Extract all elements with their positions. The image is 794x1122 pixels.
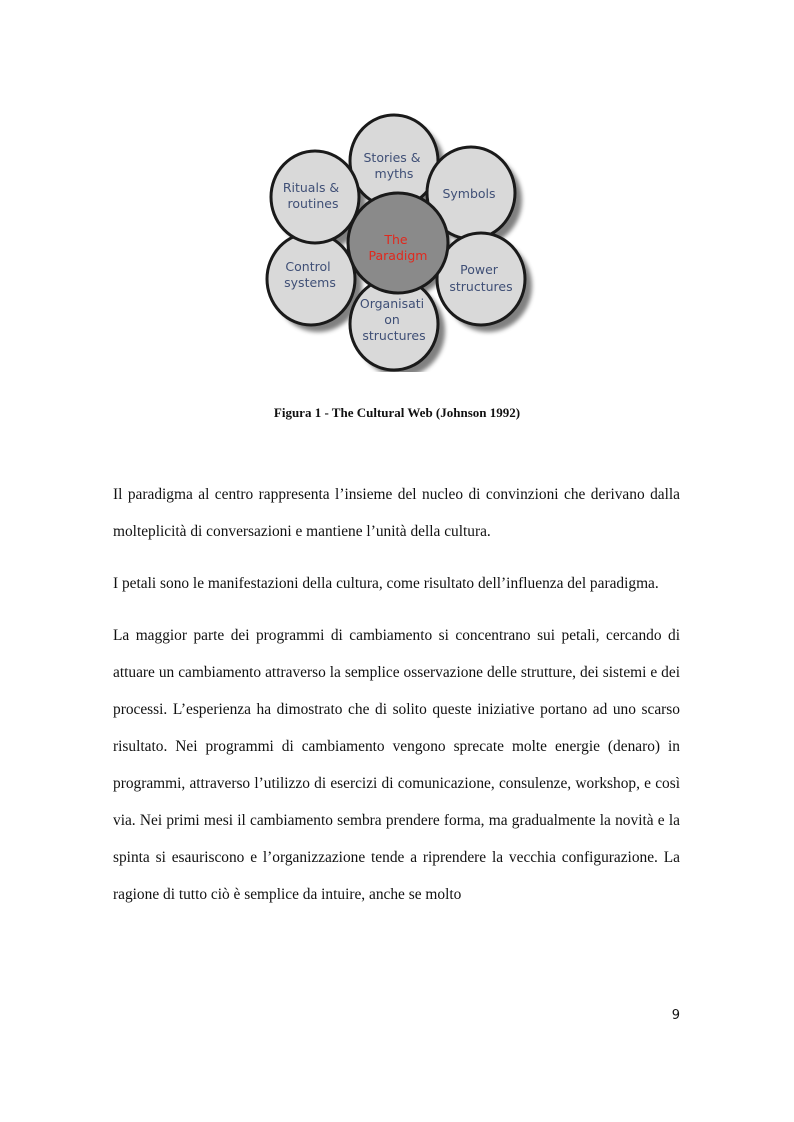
cultural-web-figure (258, 110, 538, 372)
label-control-systems: Control systems (284, 259, 336, 290)
label-rituals-routines: Rituals & routines (282, 180, 340, 211)
paragraph: I petali sono le manifestazioni della cultura, come risultato dell’influenza del paradigma. (113, 575, 659, 592)
label-stories-myths: Stories & myths (363, 150, 421, 181)
label-paradigm: The Paradigm (368, 232, 428, 263)
paragraph: Il paradigma al centro rappresenta l’insieme del nucleo di convinzioni che derivano dalla molteplicità di conversazioni e mantiene l’unità della cultura. (113, 486, 680, 540)
body-text (113, 476, 680, 928)
figure-caption: Figura 1 - The Cultural Web (Johnson 1992) (273, 405, 521, 420)
label-organisation-structures: Organisati on structures (359, 296, 426, 343)
page-number: 9 (671, 1008, 680, 1023)
label-symbols: Symbols (442, 186, 496, 201)
paragraph: La maggior parte dei programmi di cambiamento si concentrano sui petali, cercando di attuare un cambiamento attraverso la semplice osservazione delle strutture, dei sistemi e dei processi. L’esperienza ha dimostrato che di solito queste iniziative portano ad uno scarso risultato. Nei programmi di cambiamento vengono sprecate molte energie (denaro) in programmi, attraverso l’utilizzo di esercizi di comunicazione, consulenze, workshop, e così via. Nei primi mesi il cambiamento sembra prendere forma, ma gradualmente la novità e la spinta si esauriscono e l’organizzazione tende a riprendere la vecchia configurazione. La ragione di tutto ciò è semplice da intuire, anche se molto (113, 627, 680, 903)
label-power-structures: Power structures (449, 262, 513, 294)
cultural-web-diagram (258, 110, 538, 372)
